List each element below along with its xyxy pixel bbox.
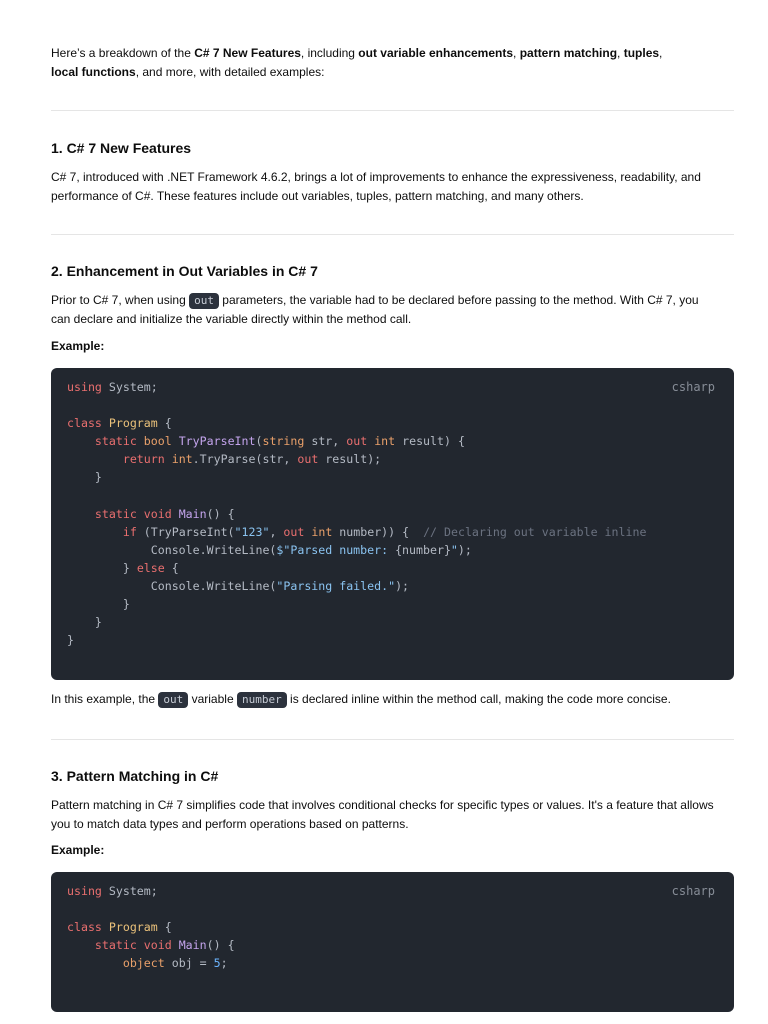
inline-code-number: number xyxy=(237,692,287,708)
code-block-out-variables[interactable] xyxy=(51,368,734,680)
code-token: .TryParse(str, xyxy=(192,452,298,467)
code-token: out xyxy=(283,524,305,539)
intro-text: , xyxy=(513,46,520,60)
code-token: System; xyxy=(101,380,158,394)
code-line xyxy=(67,414,718,432)
code-line xyxy=(67,577,718,595)
code-token: "Parsing failed." xyxy=(276,579,396,594)
intro-bold-pattern-matching: pattern matching xyxy=(519,46,618,60)
code-block-pattern-matching[interactable] xyxy=(51,872,734,1012)
section-2-text: Prior to C# 7, when using xyxy=(51,293,190,307)
code-line xyxy=(67,918,718,936)
code-token: { xyxy=(157,416,172,431)
code-token: TryParseInt xyxy=(178,434,256,449)
code-token xyxy=(165,452,172,466)
code-token xyxy=(172,507,179,521)
intro-text: , including xyxy=(300,46,359,60)
section-1-paragraph: C# 7, introduced with .NET Framework 4.6.2, brings a lot of improvements to enhance the expressiveness, readability, and performance of C#. These features include out variables, tuples, pattern matching, and many others. xyxy=(51,170,701,203)
code-token xyxy=(102,920,109,934)
code-token xyxy=(67,525,123,539)
code-line xyxy=(67,487,718,505)
code-token: static xyxy=(94,434,137,449)
code-token: 5 xyxy=(213,956,221,971)
code-token: str, xyxy=(304,434,347,449)
code-token: class xyxy=(67,416,102,431)
code-token: out xyxy=(346,434,368,449)
code-token: Program xyxy=(108,416,158,431)
code-token: void xyxy=(143,938,172,953)
code-token: } xyxy=(67,470,102,485)
code-line xyxy=(67,378,718,396)
code-token: using xyxy=(67,380,102,394)
code-token: obj = xyxy=(164,956,214,971)
inline-code-out: out xyxy=(158,692,188,708)
code-token: { xyxy=(164,560,179,575)
explanation-text: In this example, the xyxy=(51,692,159,706)
code-line xyxy=(67,882,718,900)
explanation-text: is declared inline within the method call, making the code more concise. xyxy=(286,692,671,706)
code-line xyxy=(67,450,718,468)
code-token: } xyxy=(67,597,130,612)
code-token: static xyxy=(94,506,137,521)
inline-code-out: out xyxy=(189,293,219,309)
code-line xyxy=(67,595,718,613)
code-token: object xyxy=(122,956,165,971)
code-line xyxy=(67,559,718,577)
section-2-explanation xyxy=(0,690,768,709)
intro-text: Here’s a breakdown of the xyxy=(51,46,195,60)
code-line xyxy=(67,432,718,450)
code-token: , xyxy=(269,524,284,539)
code-line xyxy=(67,523,718,541)
code-token: "123" xyxy=(234,524,270,539)
code-token: else xyxy=(136,560,165,575)
intro-bold-tuples: tuples xyxy=(623,46,660,60)
intro-bold-local-functions: local functions xyxy=(51,65,136,79)
code-line xyxy=(67,541,718,559)
code-token: (TryParseInt( xyxy=(136,524,235,539)
code-line xyxy=(67,468,718,486)
code-token xyxy=(137,507,144,521)
intro-bold-out-variables: out variable enhancements xyxy=(358,46,514,60)
code-token: Console.WriteLine( xyxy=(67,542,277,557)
code-line xyxy=(67,396,718,414)
code-token: } xyxy=(67,633,74,648)
section-2-example-label: Example: xyxy=(51,339,105,353)
code-token: Program xyxy=(108,920,158,935)
code-token: out xyxy=(297,452,319,467)
code-token: number)) { xyxy=(332,524,424,539)
code-token xyxy=(172,938,179,952)
code-token: ( xyxy=(255,434,263,449)
code-token: () { xyxy=(206,938,235,953)
intro-paragraph xyxy=(0,44,768,82)
code-token: } xyxy=(67,615,102,630)
code-token: Console.WriteLine( xyxy=(67,579,277,594)
code-line xyxy=(67,505,718,523)
code-token: // Declaring out variable inline xyxy=(423,524,647,539)
code-token: System; xyxy=(101,884,158,898)
code-token: int xyxy=(171,452,193,467)
code-token: ); xyxy=(395,579,410,594)
code-token: { xyxy=(157,920,172,935)
code-token: void xyxy=(143,506,172,521)
code-token: return xyxy=(122,452,165,467)
intro-text: , and more, with detailed examples: xyxy=(135,65,325,79)
code-token: class xyxy=(67,920,102,935)
section-2-heading: 2. Enhancement in Out Variables in C# 7 xyxy=(51,263,318,279)
code-token: result) { xyxy=(395,434,465,449)
section-3-heading: 3. Pattern Matching in C# xyxy=(51,768,219,784)
intro-text: , xyxy=(617,46,624,60)
code-token: Main xyxy=(178,506,207,521)
code-token: int xyxy=(311,524,333,539)
code-token xyxy=(67,507,95,521)
code-token: " xyxy=(450,542,458,557)
code-token: ); xyxy=(457,542,472,557)
code-line xyxy=(67,900,718,918)
code-token: ; xyxy=(220,956,228,971)
explanation-text: variable xyxy=(188,692,237,706)
code-line xyxy=(67,631,718,649)
code-token xyxy=(102,416,109,430)
code-token: } xyxy=(67,560,137,575)
code-token: result); xyxy=(318,452,382,467)
code-token: using xyxy=(67,884,102,898)
code-line xyxy=(67,954,718,972)
code-token xyxy=(137,434,144,448)
code-token: bool xyxy=(143,434,172,449)
section-1-heading: 1. C# 7 New Features xyxy=(51,140,192,156)
code-language-label: csharp xyxy=(671,380,715,394)
code-token xyxy=(172,434,179,448)
code-line xyxy=(67,613,718,631)
code-line xyxy=(67,936,718,954)
intro-text: , xyxy=(659,46,663,60)
code-token: () { xyxy=(206,506,235,521)
code-content xyxy=(67,882,718,972)
code-token: $"Parsed number: xyxy=(276,542,396,557)
code-token xyxy=(67,434,95,448)
code-token xyxy=(137,938,144,952)
code-token: Main xyxy=(178,938,207,953)
code-content xyxy=(67,378,718,649)
code-token xyxy=(67,956,123,970)
section-2-text: parameters, the variable had to be declared before passing to the method. With C# 7, you can declare and initialize the variable directly within the method call. xyxy=(51,293,699,326)
code-token: if xyxy=(122,524,137,539)
code-language-label: csharp xyxy=(671,884,715,898)
section-3-paragraph: Pattern matching in C# 7 simplifies code that involves conditional checks for specific types or values. It's a feature that allows you to match data types and perform operations based on patterns. xyxy=(51,798,714,831)
code-token: int xyxy=(374,434,396,449)
code-token xyxy=(67,938,95,952)
code-token: string xyxy=(262,434,305,449)
intro-bold-topic: C# 7 New Features xyxy=(194,46,301,60)
code-token: {number} xyxy=(395,542,451,557)
code-token xyxy=(67,452,123,466)
code-token: static xyxy=(94,938,137,953)
section-3-example-label: Example: xyxy=(51,843,105,857)
section-2-paragraph xyxy=(0,291,768,329)
